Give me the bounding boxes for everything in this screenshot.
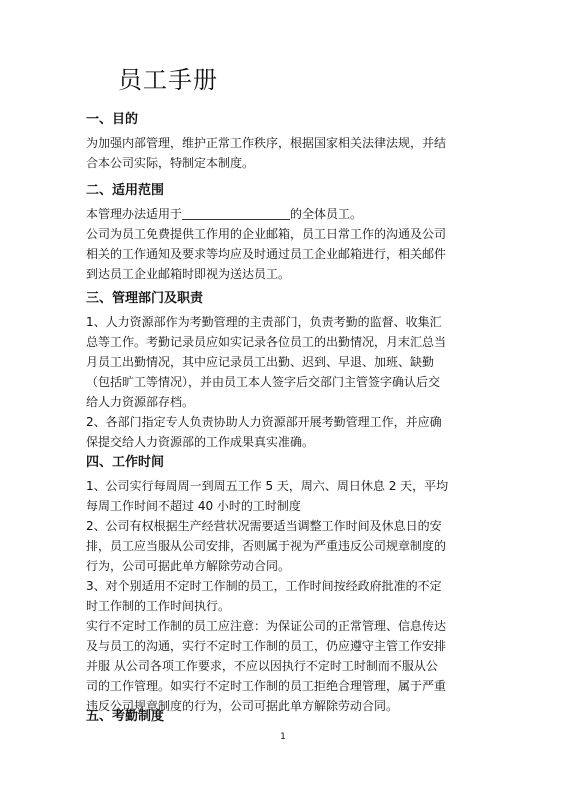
paragraph-line: 排，员工应当服从公司安排，否则属于视为严重违反公司规章制度的 [86, 539, 447, 553]
section-scope [86, 180, 496, 284]
scope-prefix: 本管理办法适用于 [86, 207, 183, 221]
page-number: 1 [280, 732, 286, 742]
paragraph-line: （包括旷工等情况），并由员工本人签字后交部门主管签字确认后交 [86, 375, 441, 389]
section-heading: 一、目的 [86, 112, 139, 127]
paragraph-line: 给人力资源部存档。 [86, 395, 195, 409]
paragraph-line: 为加强内部管理，维护正常工作秩序，根据国家相关法律法规，并结 [86, 136, 447, 150]
paragraph-line: 合本公司实际，特制定本制度。 [86, 156, 255, 170]
section-heading: 三、管理部门及职责 [86, 291, 204, 306]
paragraph-line: 1、公司实行每周周一到周五工作 5 天，周六、周日休息 2 天，平均 [86, 479, 449, 493]
section-responsibilities [86, 288, 496, 452]
paragraph-line: 保提交给人力资源部的工作成果真实准确。 [86, 435, 315, 449]
paragraph-line: 总等工作。考勤记录员应如实记录各位员工的出勤情况，月末汇总当 [86, 335, 447, 349]
paragraph-line: 及与员工的沟通，实行不定时工作制的员工，仍应遵守主管工作安排 [86, 639, 447, 653]
scope-line [86, 204, 496, 224]
paragraph-line: 3、对个别适用不定时工作制的员工，工作时间按经政府批准的不定 [86, 579, 442, 593]
paragraph-line: 到达员工企业邮箱时即视为送达员工。 [86, 267, 291, 281]
paragraph-line: 并服 从公司各项工作要求，不应以因执行不定时工时制而不服从公 [86, 659, 438, 673]
section-heading: 四、工作时间 [86, 455, 165, 470]
paragraph-line: 2、公司有权根据生产经营状况需要适当调整工作时间及休息日的安 [86, 519, 442, 533]
document-title: 员工手册 [118, 66, 218, 94]
section-heading: 二、适用范围 [86, 183, 165, 198]
paragraph-line: 月员工出勤情况，其中应记录员工出勤、迟到、早退、加班、缺勤 [86, 355, 435, 369]
section-working-hours [86, 452, 496, 716]
paragraph-line: 1、人力资源部作为考勤管理的主责部门，负责考勤的监督、收集汇 [86, 315, 442, 329]
paragraph-line: 时工作制的工作时间执行。 [86, 599, 231, 613]
section-attendance [86, 706, 496, 730]
paragraph-line: 违反公司规章制度的行为，公司可据此单方解除劳动合同。 [86, 699, 399, 713]
paragraph-line: 司的工作管理。如实行不定时工作制的员工拒绝合理管理，属于严重 [86, 679, 447, 693]
paragraph-line: 2、各部门指定专人负责协助人力资源部开展考勤管理工作，并应确 [86, 415, 442, 429]
section-heading: 五、考勤制度 [86, 709, 165, 724]
paragraph-line: 公司为员工免费提供工作用的企业邮箱，员工日常工作的沟通及公司 [86, 227, 447, 241]
scope-suffix: 的全体员工。 [290, 207, 363, 221]
paragraph-line: 相关的工作通知及要求等均应及时通过员工企业邮箱进行，相关邮件 [86, 247, 447, 261]
section-purpose [86, 109, 496, 173]
paragraph-line: 每周工作时间不超过 40 小时的工时制度 [86, 499, 301, 513]
paragraph-line: 实行不定时工作制的员工应注意：为保证公司的正常管理、信息传达 [86, 619, 447, 633]
fill-in-blank [182, 207, 290, 220]
paragraph-line: 行为，公司可据此单方解除劳动合同。 [86, 559, 291, 573]
